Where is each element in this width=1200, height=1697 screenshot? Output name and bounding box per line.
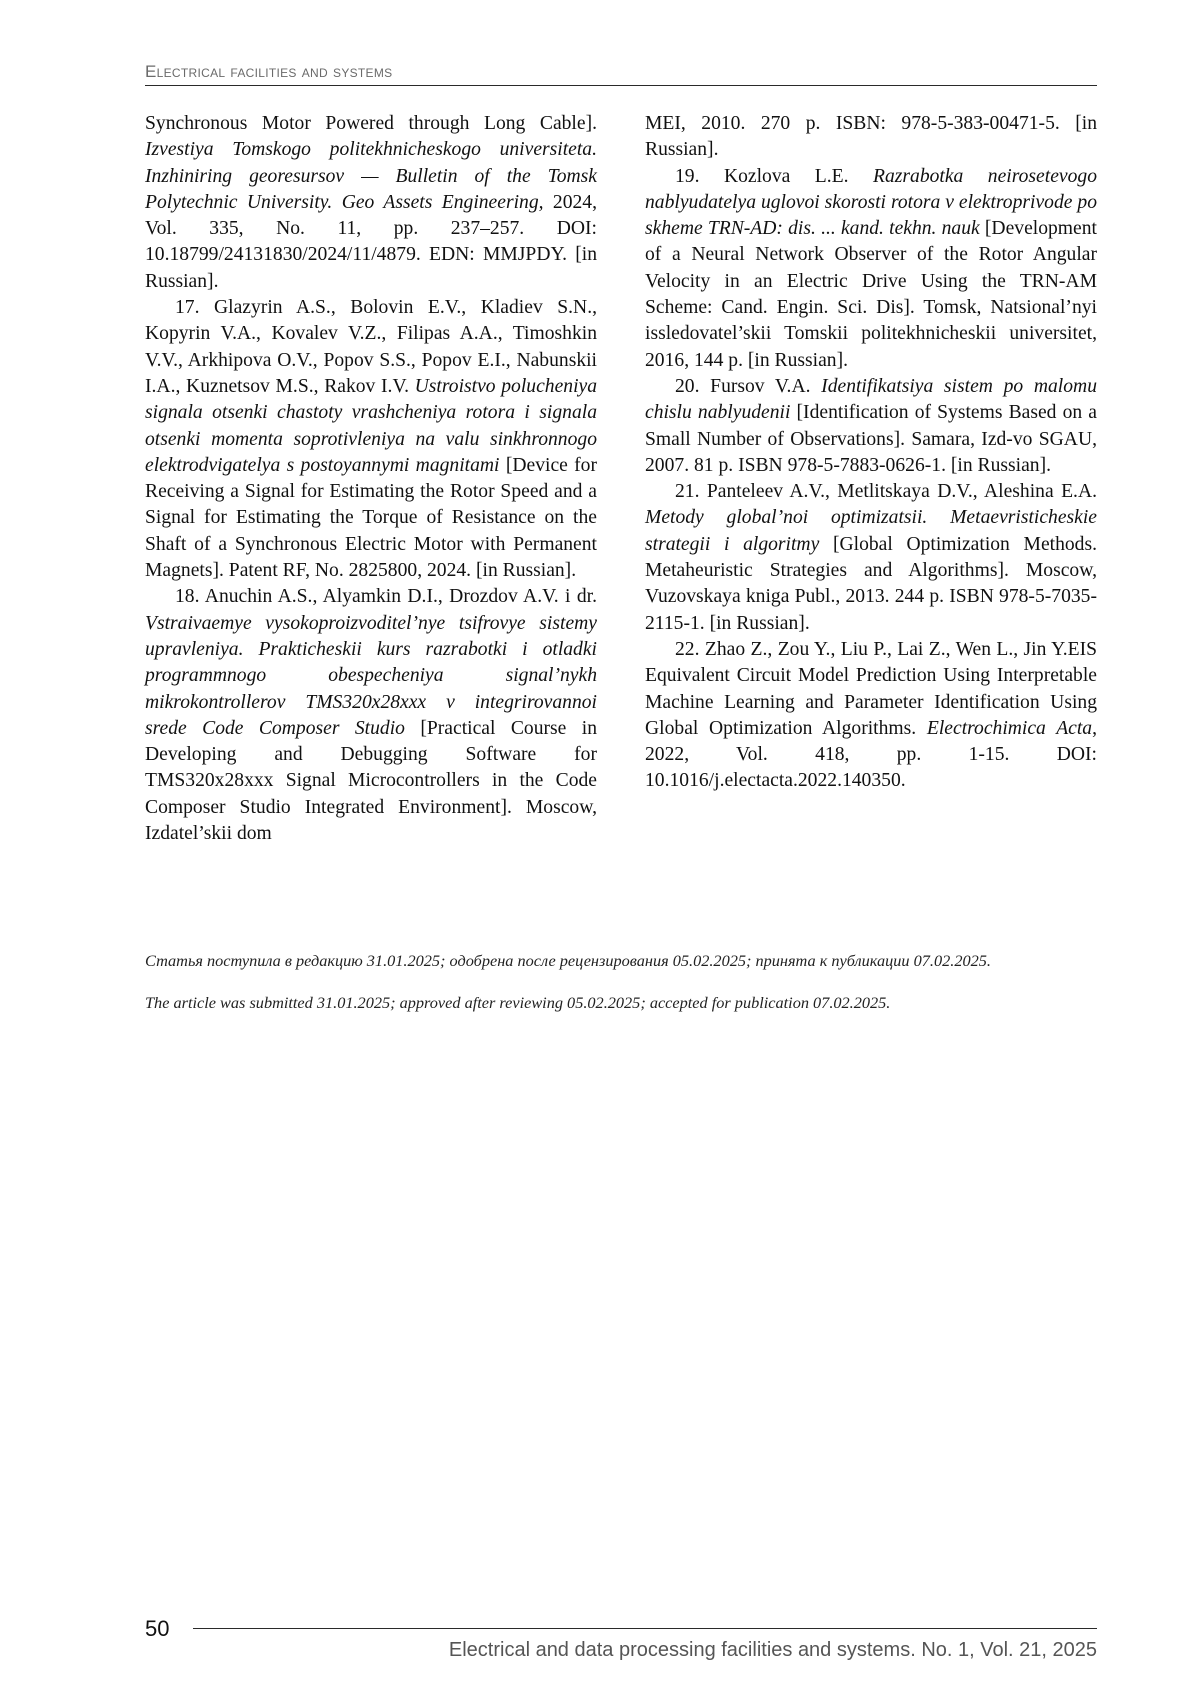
reference-title: Identifikatsiya sistem po malomu chislu nablyudenii bbox=[645, 376, 1097, 423]
reference-17: 17. Glazyrin A.S., Bolovin E.V., Kladiev S.N., Kopyrin V.A., Kovalev V.Z., Filipas A.A., Timoshkin V.V., Arkhipova O.V., Popov S.S., Popov E.I., Nabunskii I.A., Kuznetsov M.S., Rakov I.V. Ustroistvo polucheniya signala otsenki chastoty vrashcheniya rotora i signala otsenki momenta soprotivleniya na valu sinkhronnogo elektrodvigatelya s postoyannymi magnitami [Device for Receiving a Signal for Estimating the Rotor Speed and a Signal for Estimating the Torque of Resistance on the Shaft of a Synchronous Electric Motor with Permanent Magnets]. Patent RF, No. 2825800, 2024. [in Russian]. bbox=[145, 295, 597, 584]
running-head: Electrical facilities and systems bbox=[145, 62, 1097, 86]
reference-22: 22. Zhao Z., Zou Y., Liu P., Lai Z., Wen L., Jin Y.EIS Equivalent Circuit Model Prediction Using Interpretable Machine Learning and Parameter Identification Using Global Optimization Algorithms. Electrochimica Acta, 2022, Vol. 418, pp. 1-15. DOI: 10.1016/j.electacta.2022.140350. bbox=[645, 637, 1097, 795]
page bbox=[0, 0, 1200, 1697]
left-column bbox=[145, 111, 597, 847]
journal-title: Electrochimica Acta bbox=[927, 718, 1092, 739]
reference-21: 21. Panteleev A.V., Metlitskaya D.V., Aleshina E.A. Metody global’noi optimizatsii. Metaevristicheskie strategii i algoritmy [Global Optimization Methods. Metaheuristic Strategies and Algorithms]. Moscow, Vuzovskaya kniga Publ., 2013. 244 p. ISBN 978-5-7035-2115-1. [in Russian]. bbox=[645, 479, 1097, 637]
footer-rule bbox=[193, 1628, 1097, 1629]
reference-title: Ustroistvo polucheniya signala otsenki chastoty vrashcheniya rotora i signala otsenki momenta soprotivleniya na valu sinkhronnogo elektrodvigatelya s postoyannymi magnitami bbox=[145, 376, 597, 476]
reference-title: Razrabotka neirosetevogo nablyudatelya uglovoi skorosti rotora v elektroprivode po skheme TRN-AD: dis. ... kand. tekhn. nauk bbox=[645, 166, 1097, 240]
journal-title: Izvestiya Tomskogo politekhnicheskogo universiteta. Inzhiniring georesursov — Bulletin of the Tomsk Polytechnic University. Geo Assets Engineering, bbox=[145, 139, 597, 213]
reference-16-continued: Synchronous Motor Powered through Long Cable]. Izvestiya Tomskogo politekhnicheskogo universiteta. Inzhiniring georesursov — Bulletin of the Tomsk Polytechnic University. Geo Assets Engineering, 2024, Vol. 335, No. 11, pp. 237–257. DOI: 10.18799/24131830/2024/11/4879. EDN: MMJPDY. [in Russian]. bbox=[145, 111, 597, 295]
reference-title: Vstraivaemye vysokoproizvoditel’nye tsifrovye sistemy upravleniya. Prakticheskii kurs razrabotki i otladki programmnogo obespecheniya signal’nykh mikrokontrollerov TMS320x28xxx v integrirovannoi srede Code Composer Studio bbox=[145, 613, 597, 739]
journal-footer: Electrical and data processing facilities and systems. No. 1, Vol. 21, 2025 bbox=[449, 1639, 1097, 1662]
reference-18: 18. Anuchin A.S., Alyamkin D.I., Drozdov A.V. i dr. Vstraivaemye vysokoproizvoditel’nye tsifrovye sistemy upravleniya. Prakticheskii kurs razrabotki i otladki programmnogo obespecheniya signal’nykh mikrokontrollerov TMS320x28xxx v integrirovannoi srede Code Composer Studio [Practical Course in Developing and Debugging Software for TMS320x28xxx Signal Microcontrollers in the Code Composer Studio Integrated Environment]. Moscow, Izdatel’skii dom bbox=[145, 584, 597, 847]
reference-18-continued: MEI, 2010. 270 p. ISBN: 978-5-383-00471-5. [in Russian]. bbox=[645, 111, 1097, 164]
submission-note-english: The article was submitted 31.01.2025; approved after reviewing 05.02.2025; accepted for publication 07.02.2025. bbox=[145, 993, 1105, 1013]
reference-title: Metody global’noi optimizatsii. Metaevristicheskie strategii i algoritmy bbox=[645, 507, 1097, 554]
reference-19: 19. Kozlova L.E. Razrabotka neirosetevogo nablyudatelya uglovoi skorosti rotora v elektroprivode po skheme TRN-AD: dis. ... kand. tekhn. nauk [Development of a Neural Network Observer of the Rotor Angular Velocity in an Electric Drive Using the TRN-AM Scheme: Cand. Engin. Sci. Dis]. Tomsk, Natsional’nyi issledovatel’skii Tomskii politekhnicheskii universitet, 2016, 144 p. [in Russian]. bbox=[645, 164, 1097, 374]
right-column bbox=[645, 111, 1097, 795]
reference-20: 20. Fursov V.A. Identifikatsiya sistem po malomu chislu nablyudenii [Identification of Systems Based on a Small Number of Observations]. Samara, Izd-vo SGAU, 2007. 81 p. ISBN 978-5-7883-0626-1. [in Russian]. bbox=[645, 374, 1097, 479]
submission-note-russian: Статья поступила в редакцию 31.01.2025; одобрена после рецензирования 05.02.2025; принята к публикации 07.02.2025. bbox=[145, 951, 1105, 971]
page-number: 50 bbox=[145, 1616, 169, 1642]
